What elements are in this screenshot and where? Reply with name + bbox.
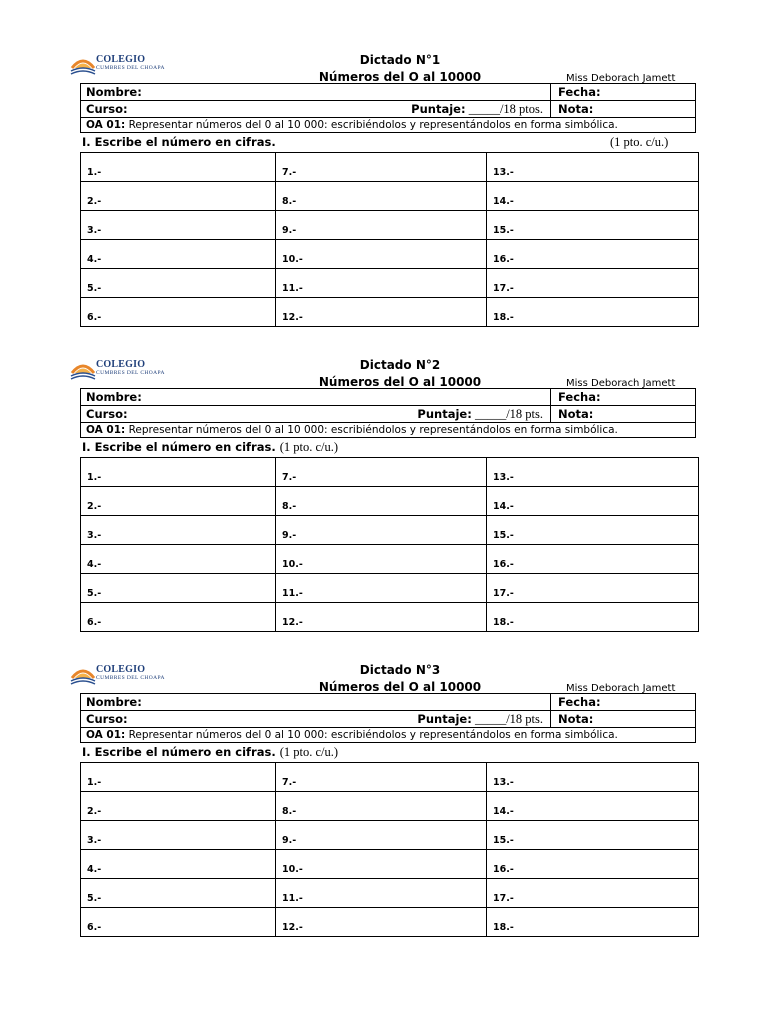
answer-cell[interactable] bbox=[81, 574, 276, 603]
answer-cell[interactable] bbox=[487, 487, 699, 516]
answer-number: 16.- bbox=[493, 558, 514, 570]
answer-number: 1.- bbox=[87, 471, 102, 483]
answer-number: 10.- bbox=[282, 253, 303, 265]
answer-cell[interactable] bbox=[81, 850, 276, 879]
answer-row bbox=[81, 545, 699, 574]
answer-number: 9.- bbox=[282, 529, 297, 541]
answer-row bbox=[81, 240, 699, 269]
section-instruction: I. Escribe el número en cifras. bbox=[82, 745, 276, 759]
answer-number: 10.- bbox=[282, 863, 303, 875]
oa-code: OA 01: bbox=[86, 424, 126, 436]
logo-name: COLEGIO bbox=[96, 359, 146, 370]
oa-row bbox=[81, 728, 695, 744]
points-note-right: (1 pto. c/u.) bbox=[610, 135, 669, 149]
section-heading bbox=[82, 440, 338, 455]
section-heading bbox=[82, 135, 276, 149]
answer-cell[interactable] bbox=[81, 240, 276, 269]
dictation-subtitle: Números del O al 10000 bbox=[318, 70, 482, 84]
answer-number: 5.- bbox=[87, 587, 102, 599]
answer-number: 14.- bbox=[493, 195, 514, 207]
answer-number: 3.- bbox=[87, 529, 102, 541]
objective-text bbox=[86, 424, 618, 436]
answer-cell[interactable] bbox=[81, 298, 276, 327]
answer-number: 11.- bbox=[282, 282, 303, 294]
fecha-label: Fecha: bbox=[558, 85, 601, 99]
fecha-label: Fecha: bbox=[558, 695, 601, 709]
answer-cell[interactable] bbox=[81, 153, 276, 182]
dictation-title: Dictado N°1 bbox=[359, 53, 441, 67]
answer-number: 3.- bbox=[87, 224, 102, 236]
section-instruction: I. Escribe el número en cifras. bbox=[82, 440, 276, 454]
answer-cell[interactable] bbox=[487, 792, 699, 821]
answer-cell[interactable] bbox=[81, 545, 276, 574]
curso-row bbox=[81, 101, 695, 118]
answer-number: 8.- bbox=[282, 195, 297, 207]
oa-code: OA 01: bbox=[86, 119, 126, 131]
school-logo bbox=[70, 663, 180, 687]
curso-label: Curso: bbox=[86, 712, 128, 726]
answer-grid bbox=[80, 457, 699, 632]
answer-row bbox=[81, 763, 699, 792]
answer-row bbox=[81, 603, 699, 632]
answer-number: 17.- bbox=[493, 892, 514, 904]
teacher-name: Miss Deborach Jamett bbox=[566, 683, 676, 694]
nombre-label: Nombre: bbox=[86, 85, 142, 99]
answer-row bbox=[81, 821, 699, 850]
puntaje-value: _____/18 pts. bbox=[471, 712, 543, 726]
answer-number: 8.- bbox=[282, 805, 297, 817]
answer-cell[interactable] bbox=[487, 211, 699, 240]
answer-cell[interactable] bbox=[276, 458, 487, 487]
curso-label: Curso: bbox=[86, 407, 128, 421]
answer-number: 4.- bbox=[87, 863, 102, 875]
answer-cell[interactable] bbox=[487, 603, 699, 632]
answer-number: 7.- bbox=[282, 166, 297, 178]
puntaje-label: Puntaje: bbox=[417, 712, 472, 726]
dictation-title: Dictado N°3 bbox=[359, 663, 441, 677]
answer-cell[interactable] bbox=[81, 458, 276, 487]
curso-label: Curso: bbox=[86, 102, 128, 116]
answer-row bbox=[81, 879, 699, 908]
puntaje-field bbox=[411, 102, 543, 117]
nombre-label: Nombre: bbox=[86, 390, 142, 404]
nombre-row bbox=[81, 389, 695, 406]
answer-cell[interactable] bbox=[276, 240, 487, 269]
answer-cell[interactable] bbox=[276, 298, 487, 327]
answer-cell[interactable] bbox=[487, 574, 699, 603]
puntaje-field bbox=[417, 407, 543, 422]
answer-number: 13.- bbox=[493, 471, 514, 483]
answer-cell[interactable] bbox=[81, 487, 276, 516]
points-note: (1 pto. c/u.) bbox=[279, 440, 339, 454]
puntaje-value: _____/18 ptos. bbox=[465, 102, 543, 116]
info-divider bbox=[550, 84, 551, 118]
dictation-subtitle: Números del O al 10000 bbox=[318, 375, 482, 389]
answer-number: 16.- bbox=[493, 253, 514, 265]
answer-row bbox=[81, 574, 699, 603]
teacher-name: Miss Deborach Jamett bbox=[566, 378, 676, 389]
answer-cell[interactable] bbox=[81, 821, 276, 850]
answer-row bbox=[81, 182, 699, 211]
answer-cell[interactable] bbox=[276, 211, 487, 240]
oa-row bbox=[81, 423, 695, 439]
curso-row bbox=[81, 406, 695, 423]
answer-number: 5.- bbox=[87, 892, 102, 904]
curso-row bbox=[81, 711, 695, 728]
answer-cell[interactable] bbox=[81, 516, 276, 545]
answer-number: 6.- bbox=[87, 311, 102, 323]
answer-number: 18.- bbox=[493, 921, 514, 933]
answer-cell[interactable] bbox=[487, 516, 699, 545]
answer-cell[interactable] bbox=[276, 763, 487, 792]
answer-cell[interactable] bbox=[81, 603, 276, 632]
nota-label: Nota: bbox=[558, 712, 594, 726]
dictation-title: Dictado N°2 bbox=[359, 358, 441, 372]
answer-cell[interactable] bbox=[81, 211, 276, 240]
logo-name: COLEGIO bbox=[96, 54, 146, 65]
answer-number: 10.- bbox=[282, 558, 303, 570]
answer-number: 6.- bbox=[87, 921, 102, 933]
answer-number: 7.- bbox=[282, 471, 297, 483]
nota-label: Nota: bbox=[558, 102, 594, 116]
dictation-subtitle: Números del O al 10000 bbox=[318, 680, 482, 694]
answer-row bbox=[81, 458, 699, 487]
answer-number: 15.- bbox=[493, 224, 514, 236]
answer-cell[interactable] bbox=[276, 487, 487, 516]
info-divider bbox=[550, 389, 551, 423]
answer-row bbox=[81, 850, 699, 879]
points-note: (1 pto. c/u.) bbox=[279, 745, 339, 759]
logo-subtitle: CUMBRES DEL CHOAPA bbox=[96, 370, 165, 376]
answer-cell[interactable] bbox=[81, 792, 276, 821]
answer-cell[interactable] bbox=[276, 908, 487, 937]
answer-row bbox=[81, 211, 699, 240]
answer-cell[interactable] bbox=[81, 763, 276, 792]
answer-cell[interactable] bbox=[81, 908, 276, 937]
student-info-box bbox=[80, 693, 696, 743]
answer-number: 11.- bbox=[282, 587, 303, 599]
logo-subtitle: CUMBRES DEL CHOAPA bbox=[96, 65, 165, 71]
answer-cell[interactable] bbox=[81, 182, 276, 211]
answer-row bbox=[81, 269, 699, 298]
oa-code: OA 01: bbox=[86, 729, 126, 741]
section-heading bbox=[82, 745, 338, 760]
answer-number: 17.- bbox=[493, 282, 514, 294]
answer-number: 3.- bbox=[87, 834, 102, 846]
answer-cell[interactable] bbox=[487, 908, 699, 937]
answer-cell[interactable] bbox=[487, 240, 699, 269]
answer-number: 9.- bbox=[282, 224, 297, 236]
answer-grid bbox=[80, 762, 699, 937]
puntaje-label: Puntaje: bbox=[417, 407, 472, 421]
school-logo bbox=[70, 358, 180, 382]
answer-number: 4.- bbox=[87, 253, 102, 265]
answer-number: 6.- bbox=[87, 616, 102, 628]
answer-cell[interactable] bbox=[276, 269, 487, 298]
sun-icon bbox=[70, 53, 96, 77]
school-logo bbox=[70, 53, 180, 77]
answer-number: 18.- bbox=[493, 311, 514, 323]
answer-number: 17.- bbox=[493, 587, 514, 599]
answer-number: 14.- bbox=[493, 500, 514, 512]
oa-description: Representar números del 0 al 10 000: escribiéndolos y representándolos en forma simbólica. bbox=[125, 729, 618, 741]
student-info-box bbox=[80, 83, 696, 133]
answer-row bbox=[81, 516, 699, 545]
puntaje-label: Puntaje: bbox=[411, 102, 466, 116]
answer-cell[interactable] bbox=[487, 545, 699, 574]
answer-number: 1.- bbox=[87, 776, 102, 788]
answer-number: 14.- bbox=[493, 805, 514, 817]
answer-cell[interactable] bbox=[276, 603, 487, 632]
nombre-row bbox=[81, 694, 695, 711]
answer-cell[interactable] bbox=[276, 545, 487, 574]
objective-text bbox=[86, 119, 618, 131]
objective-text bbox=[86, 729, 618, 741]
answer-number: 2.- bbox=[87, 805, 102, 817]
answer-number: 13.- bbox=[493, 166, 514, 178]
answer-cell[interactable] bbox=[487, 458, 699, 487]
answer-cell[interactable] bbox=[487, 269, 699, 298]
answer-cell[interactable] bbox=[276, 792, 487, 821]
student-info-box bbox=[80, 388, 696, 438]
logo-name: COLEGIO bbox=[96, 664, 146, 675]
answer-cell[interactable] bbox=[276, 574, 487, 603]
answer-number: 18.- bbox=[493, 616, 514, 628]
nota-label: Nota: bbox=[558, 407, 594, 421]
answer-number: 16.- bbox=[493, 863, 514, 875]
answer-number: 12.- bbox=[282, 921, 303, 933]
answer-number: 4.- bbox=[87, 558, 102, 570]
answer-number: 7.- bbox=[282, 776, 297, 788]
answer-cell[interactable] bbox=[81, 879, 276, 908]
sun-icon bbox=[70, 663, 96, 687]
teacher-name: Miss Deborach Jamett bbox=[566, 73, 676, 84]
answer-cell[interactable] bbox=[487, 298, 699, 327]
answer-number: 12.- bbox=[282, 616, 303, 628]
answer-number: 9.- bbox=[282, 834, 297, 846]
answer-row bbox=[81, 487, 699, 516]
fecha-label: Fecha: bbox=[558, 390, 601, 404]
answer-cell[interactable] bbox=[487, 153, 699, 182]
answer-number: 8.- bbox=[282, 500, 297, 512]
section-instruction: I. Escribe el número en cifras. bbox=[82, 135, 276, 149]
answer-grid bbox=[80, 152, 699, 327]
puntaje-value: _____/18 pts. bbox=[471, 407, 543, 421]
answer-row bbox=[81, 908, 699, 937]
answer-cell[interactable] bbox=[487, 182, 699, 211]
answer-cell[interactable] bbox=[276, 850, 487, 879]
answer-cell[interactable] bbox=[276, 516, 487, 545]
answer-number: 2.- bbox=[87, 195, 102, 207]
nombre-label: Nombre: bbox=[86, 695, 142, 709]
answer-number: 5.- bbox=[87, 282, 102, 294]
answer-number: 1.- bbox=[87, 166, 102, 178]
answer-number: 12.- bbox=[282, 311, 303, 323]
puntaje-field bbox=[417, 712, 543, 727]
answer-cell[interactable] bbox=[276, 879, 487, 908]
answer-row bbox=[81, 792, 699, 821]
answer-number: 11.- bbox=[282, 892, 303, 904]
answer-cell[interactable] bbox=[276, 821, 487, 850]
answer-cell[interactable] bbox=[487, 879, 699, 908]
answer-cell[interactable] bbox=[487, 821, 699, 850]
sun-icon bbox=[70, 358, 96, 382]
dictation-sheet bbox=[0, 663, 768, 953]
answer-cell[interactable] bbox=[276, 153, 487, 182]
answer-number: 15.- bbox=[493, 529, 514, 541]
oa-description: Representar números del 0 al 10 000: escribiéndolos y representándolos en forma simbólica. bbox=[125, 424, 618, 436]
answer-cell[interactable] bbox=[487, 850, 699, 879]
answer-number: 13.- bbox=[493, 776, 514, 788]
info-divider bbox=[550, 694, 551, 728]
oa-row bbox=[81, 118, 695, 134]
oa-description: Representar números del 0 al 10 000: escribiéndolos y representándolos en forma simbólica. bbox=[125, 119, 618, 131]
answer-cell[interactable] bbox=[81, 269, 276, 298]
dictation-sheet bbox=[0, 53, 768, 343]
answer-row bbox=[81, 153, 699, 182]
logo-subtitle: CUMBRES DEL CHOAPA bbox=[96, 675, 165, 681]
answer-cell[interactable] bbox=[276, 182, 487, 211]
answer-row bbox=[81, 298, 699, 327]
answer-cell[interactable] bbox=[487, 763, 699, 792]
answer-number: 15.- bbox=[493, 834, 514, 846]
answer-number: 2.- bbox=[87, 500, 102, 512]
nombre-row bbox=[81, 84, 695, 101]
dictation-sheet bbox=[0, 358, 768, 648]
